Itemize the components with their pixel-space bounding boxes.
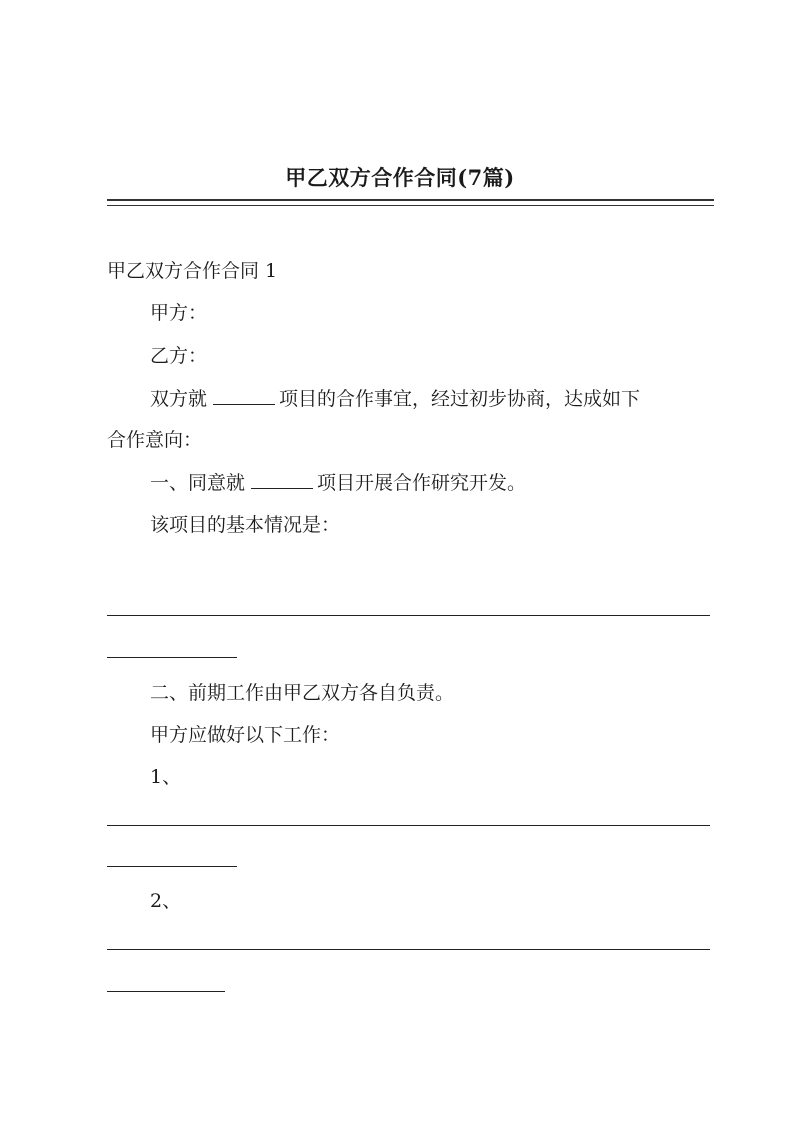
fill-line <box>107 825 710 826</box>
party-b-label: 乙方： <box>150 345 208 367</box>
sub-item-one: 1、 <box>150 766 182 788</box>
item-one-suffix: 项目开展合作研究开发。 <box>317 472 527 494</box>
item-one <box>150 469 526 496</box>
section-heading: 甲乙双方合作合同 1 <box>107 260 278 282</box>
project-info-label: 该项目的基本情况是： <box>150 514 341 536</box>
fill-line <box>107 949 710 950</box>
item-one-prefix: 一、同意就 <box>150 472 246 494</box>
paragraph-cooperation <box>150 385 640 412</box>
page-title: 甲乙双方合作合同(7篇) <box>285 165 515 190</box>
paragraph-prefix: 双方就 <box>150 388 208 410</box>
party-a-label: 甲方： <box>150 302 208 324</box>
fill-line-short <box>107 657 237 658</box>
sub-item-two: 2、 <box>150 890 182 912</box>
item-two: 二、前期工作由甲乙双方各自负责。 <box>150 682 455 704</box>
fill-line-short <box>107 991 225 992</box>
title-divider-thin <box>107 205 714 206</box>
party-a-work-label: 甲方应做好以下工作： <box>150 724 341 746</box>
fill-line <box>107 615 710 616</box>
paragraph-suffix: 项目的合作事宜，经过初步协商，达成如下 <box>279 388 641 410</box>
fill-line-short <box>107 866 237 867</box>
project-name-blank[interactable] <box>213 385 275 405</box>
item-one-project-blank[interactable] <box>251 469 313 489</box>
title-divider-thick <box>107 199 714 201</box>
paragraph-continuation: 合作意向： <box>107 429 203 451</box>
